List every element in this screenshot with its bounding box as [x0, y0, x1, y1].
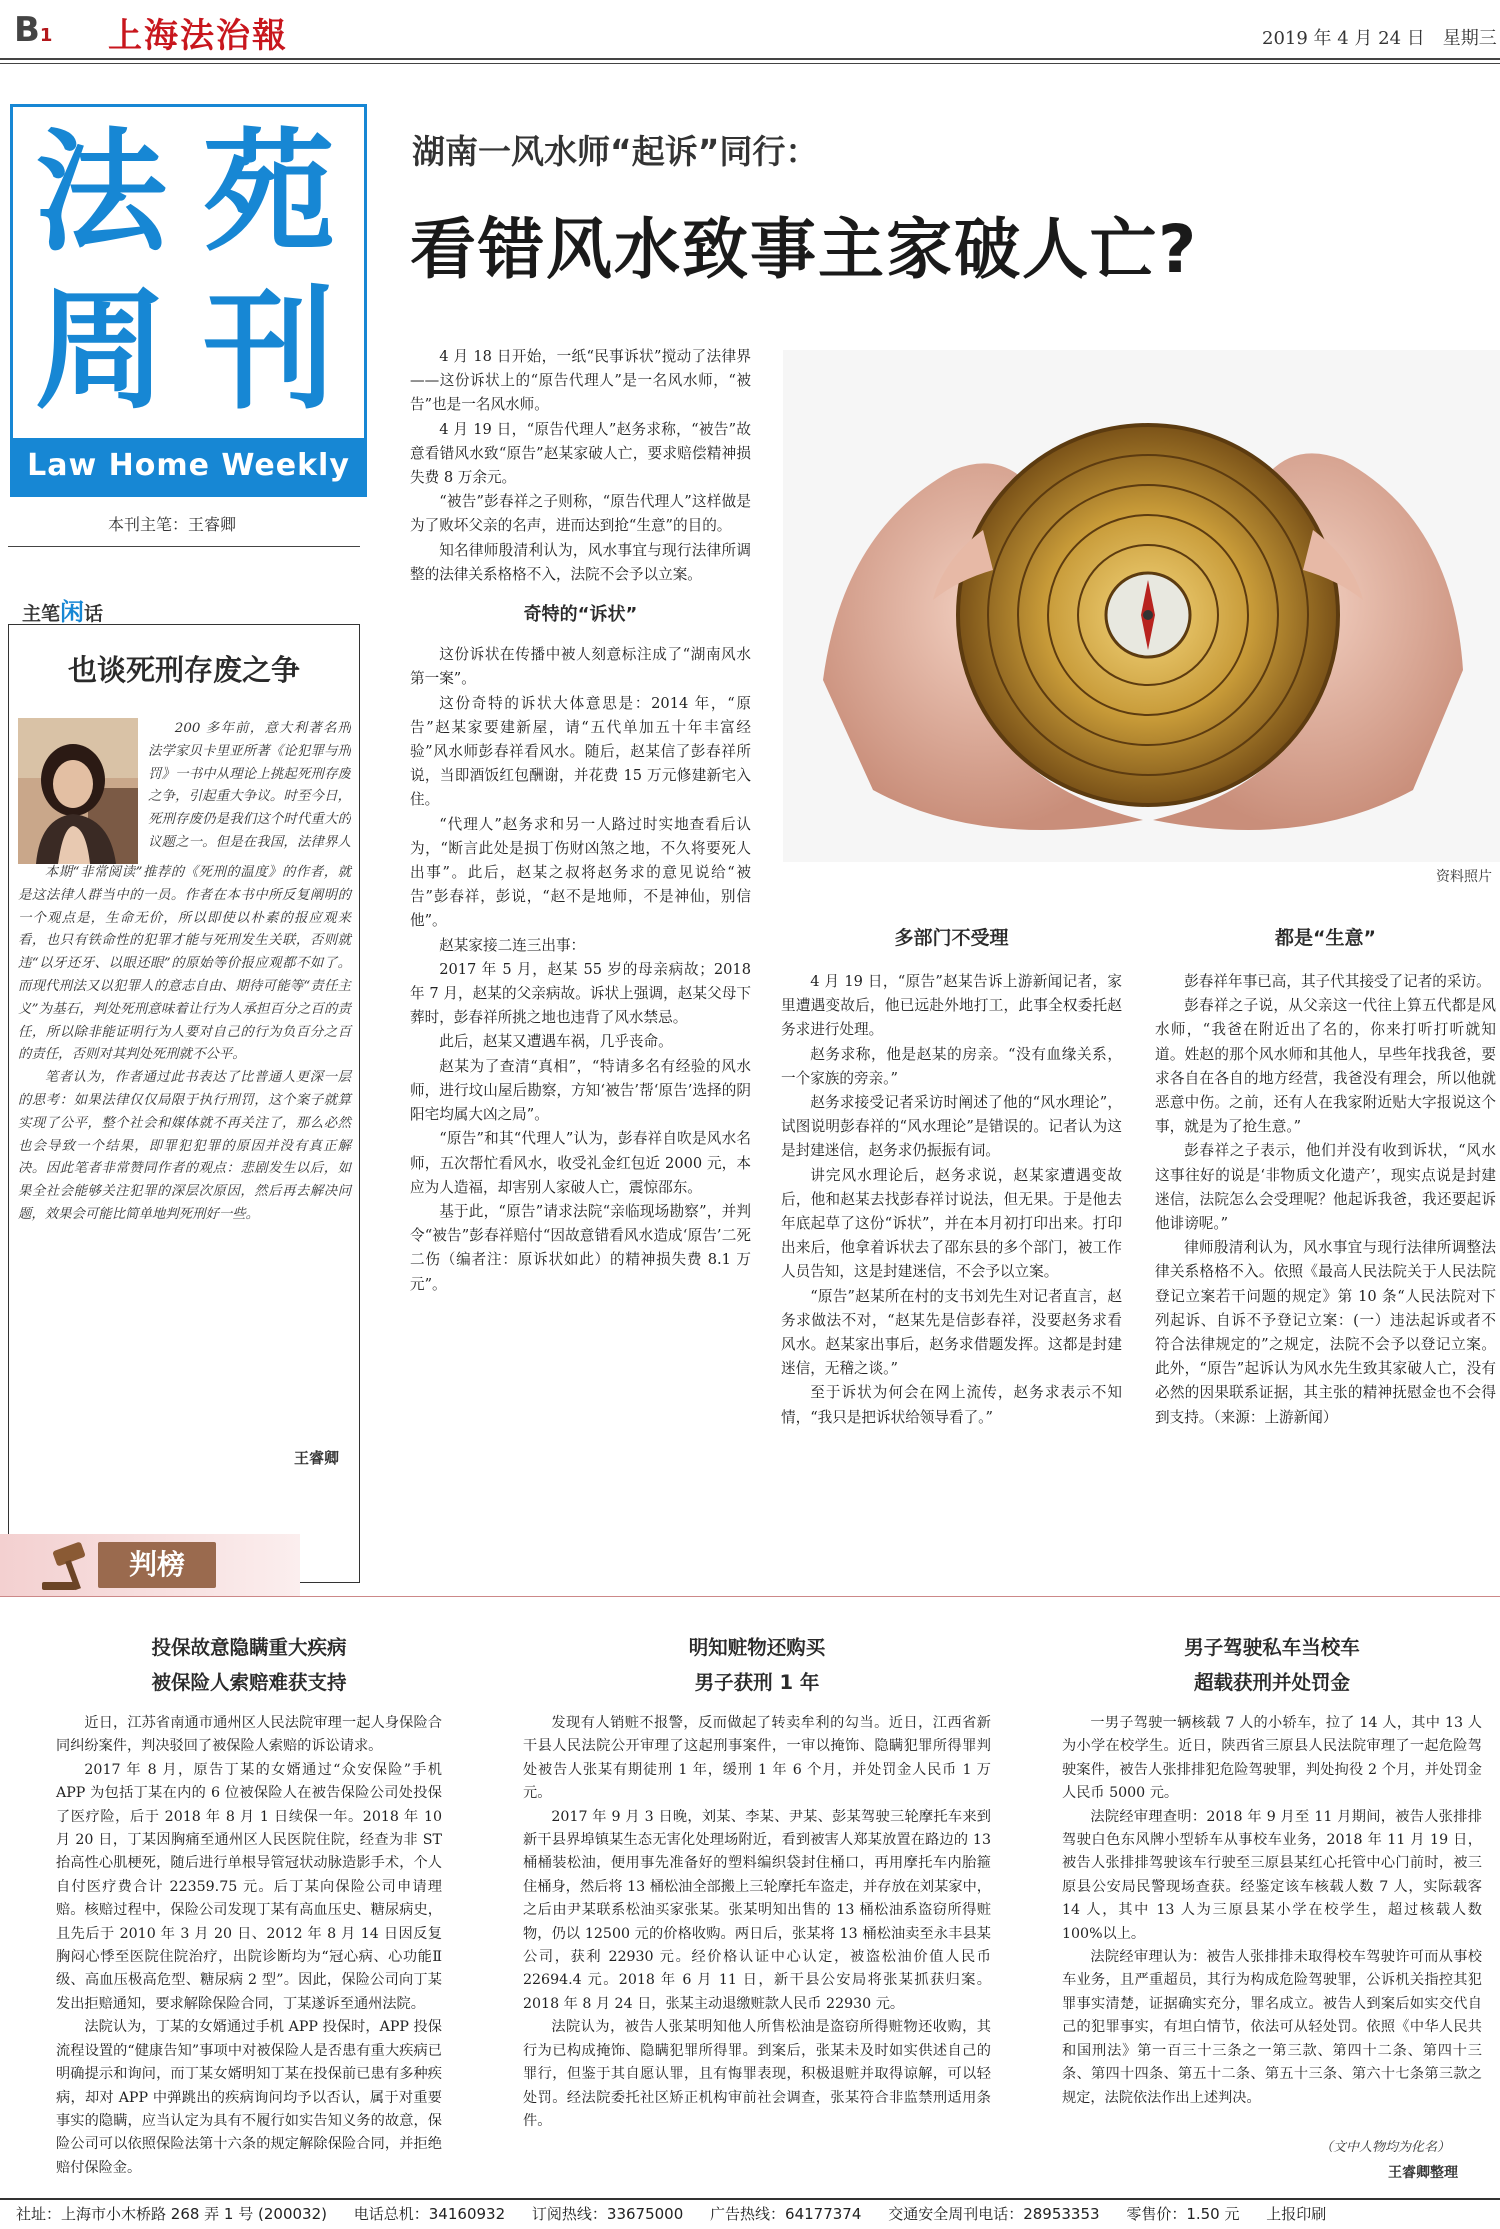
issue-date: 2019 年 4 月 24 日 星期三 — [1262, 28, 1497, 49]
lead-para: 律师殷清利认为，风水事宜与现行法律所调整法律关系格格不入。依照《最高人民法院关于人民法院登记立案若干问题的规定》第 10 条“人民法院对下列起诉、自诉不予登记立案：(一）违法起诉或者不符合法律规定的”之规定，法院不会予以登记立案。此外，“原告”起诉认为风水先生致其家破人亡，没有必然的因果联系证据，其主张的精神抚慰金也不会得到支持。（来源：上游新闻） — [1155, 1239, 1496, 1426]
verdict-2-title-line1: 明知赃物还购买 — [688, 1636, 826, 1659]
verdict-1-body — [56, 1712, 442, 2180]
lead-para: 这份诉状在传播中被人刻意标注成了“湖南风水第一案”。 — [410, 646, 751, 688]
lead-para: 赵某家接二连三出事： — [439, 936, 586, 954]
lead-para: 2017 年 5 月，赵某 55 岁的母亲病故；2018 年 7 月，赵某的父亲病故。诉状上强调，赵某父母下葬时，彭春祥所挑之地也违背了风水禁忌。 — [410, 960, 751, 1027]
lead-para: 彭春祥之子说，从父亲这一代往上算五代都是风水师，“我爸在附近出了名的，你来打听打听就知道。姓赵的那个风水师和其他人，早些年找我爸，要求各自在各自的地方经营，我爸没有理会，所以他就恶意中伤。之前，还有人在我家附近贴大字报说这个事，就是为了抢生意。” — [1155, 997, 1496, 1136]
lead-para: 4 月 18 日开始，一纸“民事诉状”搅动了法律界——这份诉状上的“原告代理人”是一名风水师，“被告”也是一名风水师。 — [410, 348, 751, 414]
lead-para: 赵务求接受记者采访时阐述了他的“风水理论”，试图说明彭春祥的“风水理论”是错误的。记者认为这是封建迷信，赵务求仍振振有词。 — [781, 1094, 1122, 1160]
paper-name: 上海法治報 — [108, 16, 288, 56]
brand-english: Law Home Weekly — [13, 438, 364, 494]
section-rule — [0, 1596, 1500, 1597]
verdict-1-title-line2: 被保险人索赔难获支持 — [151, 1671, 347, 1694]
column-label-prefix: 主笔 — [22, 603, 61, 625]
column-label-mid: 闲 — [60, 598, 85, 626]
verdict-para: 近日，江苏省南通市通州区人民法院审理一起人身保险合同纠纷案件，判决驳回了被保险人索赔的诉讼请求。 — [56, 1715, 442, 1755]
lead-kicker: 湖南一风水师“起诉”同行： — [412, 132, 819, 171]
lead-para: “原告”赵某所在村的支书刘先生对记者直言，赵务求做法不对，“赵某先是信彭春祥，没要赵务求看风水。赵某家出事后，赵务求借题发挥。这都是封建迷信，无稽之谈。” — [781, 1287, 1122, 1378]
verdict-para: 法院经审理认为：被告人张排排未取得校车驾驶许可而从事校车业务，且严重超员，其行为构成危险驾驶罪，公诉机关指控其犯罪事实清楚，证据确实充分，罪名成立。被告人到案后如实交代自己的犯罪事实，有坦白情节，依法可从轻处罚。依照《中华人民共和国刑法》第一百三十三条之一第三款、第四十二条、第四十三条、第四十四条、第五十二条、第五十三条、第六十七条第三款之规定，法院依法作出上述判决。 — [1062, 1949, 1482, 2106]
lead-headline: 看错风水致事主家破人亡? — [410, 211, 1199, 288]
page-letter: B — [14, 10, 40, 50]
column-intro-text: 200 多年前，意大利著名刑法学家贝卡里亚所著《论犯罪与刑罚》一书中从理论上挑起死刑存废之争，引起重大争议。时至今日，死刑存废仍是我们这个时代重大的议题之一。但是在我国，法律界人 — [148, 721, 351, 850]
section-bar-verdicts — [0, 1534, 1500, 1596]
brand-char-yuan: 苑 — [203, 116, 335, 270]
verdict-3-editor: 王睿卿整理 — [1388, 2165, 1458, 2181]
section-name: 判榜 — [128, 1548, 185, 1581]
verdict-para: 法院经审理查明：2018 年 9 月至 11 月期间，被告人张排排驾驶白色东风牌小型轿车从事校车业务，2018 年 11 月 19 日，被告人张排排驾驶该车行驶至三原县某红心托管中心门前时，被三原县公安局民警现场查获。经鉴定该车核载人数 7 人，实际载客 14 人，其中 13 人为三原县某小学在校学生，超过核载人数 100%以上。 — [1062, 1808, 1482, 1942]
column-author: 王睿卿 — [294, 1449, 340, 1467]
verdict-2-title-line2: 男子获刑 1 年 — [694, 1671, 820, 1694]
column-para-2: 本期“非常阅读”推荐的《死刑的温度》的作者，就是这法律人群当中的一员。作者在本书中所反复阐明的一个观点是，生命无价，所以即使以朴素的报应观来看，也只有铁命性的犯罪才能与死刑发生关联，否则就违“以牙还牙、以眼还眼”的原始等价报应观都不如了。而现代刑法又以犯罪人的意志自由、期待可能等“责任主义”为基石，判处死刑意味着让行为人承担百分之百的责任，所以除非能证明行为人要对自己的行为负百分之百的责任，否则对其判处死刑就不公平。 — [18, 865, 351, 1063]
footer-phone: 电话总机：34160932 — [353, 2205, 506, 2223]
lead-subhead-petition: 奇特的“诉状” — [523, 604, 638, 626]
lead-subhead-departments: 多部门不受理 — [894, 927, 1009, 949]
footer-subscribe: 订阅热线：33675000 — [531, 2205, 684, 2223]
lead-column-3 — [1155, 970, 1496, 1430]
lead-column-1 — [410, 345, 751, 1297]
lead-para: 基于此，“原告”请求法院“亲临现场勘察”，并判令“被告”彭春祥赔付“因故意错看风水造成‘原告’二死二伤（编者注：原诉状如此）的精神损失费 8.1 万元”。 — [410, 1202, 751, 1293]
verdict-3-title-line2: 超载获刑并处罚金 — [1193, 1671, 1350, 1694]
lead-para: 讲完风水理论后，赵务求说，赵某家遭遇变故后，他和赵某去找彭春祥讨说法，但无果。于是他去年底起草了这份“诉状”，并在本月初打印出来。打印出来后，他拿着诉状去了邵东县的多个部门，被工作人员告知，这是封建迷信，不会予以立案。 — [781, 1166, 1122, 1281]
verdict-3-title-line1: 男子驾驶私车当校车 — [1184, 1636, 1360, 1659]
page-digit: 1 — [39, 25, 53, 46]
lead-para: 这份奇特的诉状大体意思是：2014 年，“原告”赵某家要建新屋，请“五代单加五十年丰富经验”风水师彭春祥看风水。随后，赵某信了彭春祥所说，当即酒饭红包酬谢，并花费 15 万元修建新宅入住。 — [410, 694, 751, 809]
lead-para: 4 月 19 日，“原告”赵某告诉上游新闻记者，家里遭遇变故后，他已远赴外地打工，此事全权委托赵务求进行处理。 — [781, 973, 1122, 1039]
page-number — [14, 10, 52, 50]
brand-char-zhou: 周 — [35, 274, 167, 428]
lead-para: 至于诉状为何会在网上流传，赵务求表示不知情，“我只是把诉状给领导看了。” — [781, 1384, 1122, 1426]
verdict-para: 法院认为，被告人张某明知他人所售松油是盗窃所得赃物还收购，其行为已构成掩饰、隐瞒犯罪所得罪。到案后，张某未及时如实供述自己的罪行，但鉴于其自愿认罪，且有悔罪表现，积极退赃并取得谅解，可以轻处罚。经法院委托社区矫正机构审前社会调查，张某符合非监禁刑适用条件。 — [523, 2019, 991, 2129]
chief-editor: 本刊主笔：王睿卿 — [108, 515, 237, 534]
column-label — [22, 592, 103, 627]
lead-para: 知名律师殷清利认为，风水事宜与现行法律所调整的法律关系格格不入，法院不会予以立案。 — [410, 541, 751, 583]
lead-para: “原告”和其“代理人”认为，彭春祥自吹是风水名师，五次帮忙看风水，收受礼金红包近 2000 元，本应为人造福，却害别人家破人亡，震惊邵东。 — [410, 1130, 751, 1196]
gavel-icon — [40, 1538, 104, 1592]
lead-para: 彭春祥之子表示，他们并没有收到诉状，“风水这事往好的说是‘非物质文化遗产’，现实点说是封建迷信，法院怎么会受理呢？他起诉我爸，我还要起诉他诽谤呢。” — [1155, 1142, 1496, 1233]
verdict-1-title-line1: 投保故意隐瞒重大疾病 — [151, 1636, 347, 1659]
verdict-para: 法院认为，丁某的女婿通过手机 APP 投保时，APP 投保流程设置的“健康告知”事项中对被保险人是否患有重大疾病已明确提示和询问，而丁某女婿明知丁某在投保前已患有多种疾病，却对 APP 中弹跳出的疾病询问均予以否认，属于对重要事实的隐瞒，应当认定为具有不履行如实告知义务的故意，保险公司可以依照保险法第十六条的规定解除保险合同，并拒绝赔付保险金。 — [56, 2019, 442, 2176]
lead-para: 此后，赵某又遭遇车祸，几乎丧命。 — [439, 1033, 673, 1051]
footer-ads: 广告热线：64177374 — [710, 2205, 862, 2223]
footer-price: 零售价：1.50 元 — [1126, 2205, 1240, 2223]
column-title: 也谈死刑存废之争 — [67, 653, 300, 687]
footer-address: 社址：上海市小木桥路 268 弄 1 号 (200032) — [16, 2205, 327, 2223]
lead-para: 4 月 19 日，“原告代理人”赵务求称，“被告”故意看错风水致“原告”赵某家破人亡，要求赔偿精神损失费 8 万余元。 — [410, 420, 751, 487]
lead-para: “代理人”赵务求和另一人路过时实地查看后认为，“断言此处是损丁伤财凶煞之地，不久将要死人出事”。此后，赵某之叔将赵务求的意见说给“被告”彭春祥，彭说，“赵不是地师，不是神仙，别信他”。 — [410, 815, 751, 930]
footer-bar — [0, 2198, 1500, 2229]
masthead — [0, 0, 1500, 60]
brand-char-fa: 法 — [35, 116, 167, 270]
column-body — [18, 862, 351, 1227]
photo-credit: 资料照片 — [1436, 869, 1492, 885]
author-photo — [18, 718, 138, 864]
brand-char-kan: 刊 — [203, 274, 335, 428]
footer-traffic: 交通安全周刊电话：28953353 — [888, 2205, 1100, 2223]
verdict-3-body — [1062, 1712, 1482, 2110]
lead-photo — [783, 350, 1500, 862]
lead-para: “被告”彭春祥之子则称，“原告代理人”这样做是为了败坏父亲的名声，进而达到抢“生意”的目的。 — [410, 493, 751, 535]
verdict-para: 一男子驾驶一辆核载 7 人的小轿车，拉了 14 人，其中 13 人为小学在校学生。近日，陕西省三原县人民法院审理了一起危险驾驶案件，被告人张排排犯危险驾驶罪，判处拘役 2 个月，并处罚金人民币 5000 元。 — [1062, 1715, 1482, 1802]
verdict-3-note: （文中人物均为化名） — [1320, 2140, 1451, 2155]
lead-para: 赵务求称，他是赵某的房亲。“没有血缘关系，一个家族的旁亲。” — [781, 1045, 1122, 1087]
verdict-3-title — [1062, 1630, 1482, 1700]
verdict-1-title — [56, 1630, 442, 1700]
luopan-compass-image — [783, 350, 1500, 862]
column-label-suffix: 话 — [84, 603, 104, 625]
lead-para: 赵某为了查清“真相”，“特请多名有经验的风水师，进行坟山屋后勘察，方知‘被告’帮‘原告’选择的阴阳宅均属大凶之局”。 — [410, 1057, 751, 1124]
column-intro — [148, 718, 351, 856]
lead-subhead-business: 都是“生意” — [1275, 927, 1376, 949]
verdict-para: 2017 年 8 月，原告丁某的女婿通过“众安保险”手机 APP 为包括丁某在内的 6 位被保险人在被告保险公司处投保了医疗险，后于 2018 年 8 月 1 日续保一年。2018 年 10 月 20 日，丁某因胸痛至通州区人民医院住院，经查为非 ST 抬高性心肌梗死，随后进行单根导管冠状动脉造影手术，个人自付医疗费合计 22359.75 元。后丁某向保险公司申请理赔。核赔过程中，保险公司发现丁某有高血压史、糖尿病史，且先后于 2010 年 3 月 20 日、2012 年 8 月 14 日因反复胸闷心悸至医院住院治疗，出院诊断均为“冠心病、心功能Ⅱ级、高血压极高危型、糖尿病 2 型”。因此，保险公司向丁某发出拒赔通知，要求解除保险合同，丁某遂诉至通州法院。 — [56, 1761, 442, 2012]
verdict-2-title — [523, 1630, 991, 1700]
brand-rule — [8, 546, 360, 547]
verdict-2-body — [523, 1712, 991, 2133]
weekly-brand-box — [10, 104, 367, 497]
masthead-rule-thin — [0, 63, 1500, 64]
author-portrait-image — [18, 718, 138, 864]
column-para-3: 笔者认为，作者通过此书表达了比普通人更深一层的思考：如果法律仅仅局限于执行刑罚，这个案子就算实现了公平，整个社会和媒体就不再关注了，那么必然也会导致一个结果，即罪犯犯罪的原因并没有真正解决。因此笔者非常赞同作者的观点：悲剧发生以后，如果全社会能够关注犯罪的深层次原因，然后再去解决问题，效果会可能比简单地判死刑好一些。 — [18, 1070, 351, 1222]
lead-column-2 — [781, 970, 1122, 1430]
masthead-rule — [0, 58, 1500, 60]
verdict-para: 发现有人销赃不报警，反而做起了转卖牟利的勾当。近日，江西省新干县人民法院公开审理了这起刑事案件，一审以掩饰、隐瞒犯罪所得罪判处被告人张某有期徒刑 1 年，缓刑 1 年 6 个月，并处罚金人民币 1 万元。 — [523, 1715, 991, 1802]
footer-printer: 上报印刷 — [1266, 2205, 1327, 2223]
verdict-para: 2017 年 9 月 3 日晚，刘某、李某、尹某、彭某驾驶三轮摩托车来到新干县界埠镇某生态无害化处理场附近，看到被害人郑某放置在路边的 13 桶桶装松油，便用事先准备好的塑料编织袋封住桶口，再用摩托车内胎箍住桶身，然后将 13 桶松油全部搬上三轮摩托车盗走，并存放在刘某家中，之后由尹某联系松油买家张某。张某明知出售的 13 桶松油系盗窃所得赃物，仍以 12500 元的价格收购。两日后，张某将 13 桶松油卖至永丰县某公司，获利 22930 元。经价格认证中心认定，被盗松油价值人民币 22694.4 元。2018 年 6 月 11 日，新干县公安局将张某抓获归案。2018 年 8 月 24 日，张某主动退缴赃款人民币 22930 元。 — [523, 1808, 991, 2012]
lead-para: 彭春祥年事已高，其子代其接受了记者的采访。 — [1184, 973, 1491, 990]
